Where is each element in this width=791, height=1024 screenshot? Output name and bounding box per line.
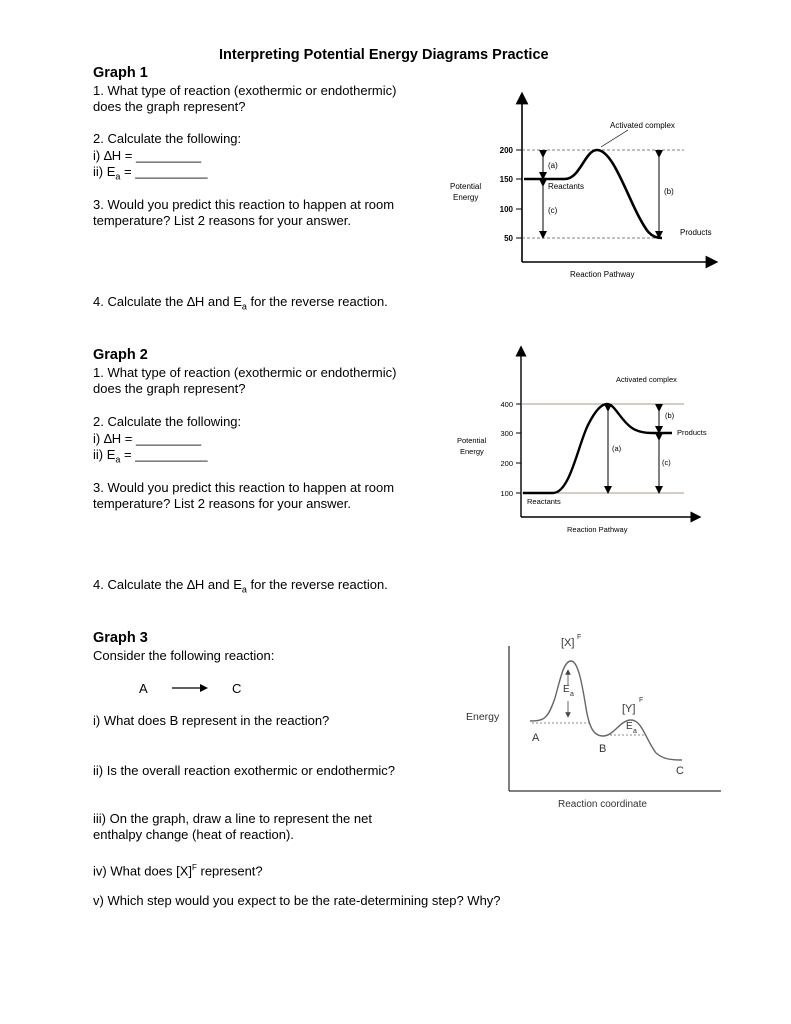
graph3-x-peak-label: [X] bbox=[561, 637, 575, 649]
graph3-qiv bbox=[93, 860, 263, 879]
q4-suffix: for the reverse reaction. bbox=[246, 294, 388, 309]
ea-blank: = __________ bbox=[120, 164, 208, 179]
graph2-tick-label-300: 300 bbox=[500, 429, 513, 438]
graph1-heading: Graph 1 bbox=[93, 65, 148, 81]
graph1-products-label: Products bbox=[680, 228, 712, 237]
graph1-tick-label-100: 100 bbox=[499, 205, 513, 214]
graph3-point-a: A bbox=[532, 732, 540, 744]
graph3-product-c: C bbox=[232, 681, 242, 696]
graph1-q4 bbox=[93, 294, 388, 315]
graph3-qiii-line1: iii) On the graph, draw a line to represent the net bbox=[93, 811, 372, 826]
graph2-label-a: (a) bbox=[612, 444, 622, 453]
ea-prefix: ii) E bbox=[93, 447, 116, 462]
graph2-q2: 2. Calculate the following: bbox=[93, 414, 242, 429]
graph2-y-label-1: Potential bbox=[457, 436, 487, 445]
graph3-ea2-label: E bbox=[626, 721, 633, 732]
graph2-tick-label-200: 200 bbox=[500, 459, 513, 468]
graph2-q4 bbox=[93, 577, 388, 598]
graph2-products-label: Products bbox=[677, 428, 707, 437]
graph2-energy-curve bbox=[523, 404, 672, 493]
graph2-q3-line2: temperature? List 2 reasons for your answer. bbox=[93, 496, 351, 511]
graph1-q1-line2: does the graph represent? bbox=[93, 99, 246, 114]
q4-subscript: a bbox=[241, 584, 247, 595]
page-title: Interpreting Potential Energy Diagrams Practice bbox=[219, 47, 549, 63]
ea-prefix: ii) E bbox=[93, 164, 116, 179]
graph1-q1-line1: 1. What type of reaction (exothermic or endothermic) bbox=[93, 83, 397, 98]
graph3-heading: Graph 3 bbox=[93, 630, 148, 646]
q4-prefix: 4. Calculate the ∆H and E bbox=[93, 577, 242, 592]
graph3-ea2-subscript: a bbox=[633, 728, 637, 735]
qiv-suffix: represent? bbox=[196, 863, 263, 879]
graph3-ea1-subscript: a bbox=[570, 691, 574, 698]
graph3-qiii-line2: enthalpy change (heat of reaction). bbox=[93, 827, 294, 842]
graph2-y-label-2: Energy bbox=[460, 447, 484, 456]
q4-subscript: a bbox=[241, 301, 247, 312]
graph1-x-label: Reaction Pathway bbox=[570, 270, 635, 279]
graph2-heading: Graph 2 bbox=[93, 347, 148, 363]
graph3-intro: Consider the following reaction: bbox=[93, 648, 275, 663]
graph2-q2-dh: i) ∆H = _________ bbox=[93, 431, 202, 446]
graph2-q2-ea bbox=[93, 447, 208, 468]
graph3-y-peak-superscript: F bbox=[639, 697, 644, 704]
graph1-reactants-label: Reactants bbox=[548, 182, 585, 191]
ea-subscript: a bbox=[115, 171, 121, 182]
graph2-diagram bbox=[440, 345, 730, 545]
graph3-qv: v) Which step would you expect to be the rate-determining step? Why? bbox=[93, 893, 501, 908]
graph1-label-a: (a) bbox=[548, 161, 558, 170]
graph1-q3-line2: temperature? List 2 reasons for your answer. bbox=[93, 213, 351, 228]
graph3-y-label: Energy bbox=[466, 711, 500, 723]
reaction-arrow-icon bbox=[172, 683, 210, 693]
ea-blank: = __________ bbox=[120, 447, 208, 462]
graph1-label-c: (c) bbox=[548, 206, 558, 215]
graph3-y-peak-label: [Y] bbox=[622, 703, 636, 715]
graph1-activated-complex-label: Activated complex bbox=[610, 121, 675, 130]
graph1-q2-ea bbox=[93, 164, 208, 185]
qiv-prefix: iv) What does [X] bbox=[93, 863, 192, 879]
graph2-label-c: (c) bbox=[662, 458, 671, 467]
graph1-tick-label-50: 50 bbox=[504, 234, 513, 243]
graph1-activated-complex-pointer bbox=[601, 130, 628, 147]
graph3-qi: i) What does B represent in the reaction? bbox=[93, 713, 330, 728]
graph3-x-peak-superscript: F bbox=[577, 634, 582, 641]
graph3-point-c: C bbox=[676, 765, 684, 777]
graph1-tick-label-150: 150 bbox=[499, 175, 513, 184]
graph1-q2: 2. Calculate the following: bbox=[93, 131, 242, 146]
graph2-q1-line1: 1. What type of reaction (exothermic or endothermic) bbox=[93, 365, 397, 380]
graph3-x-label: Reaction coordinate bbox=[558, 799, 647, 810]
graph3-diagram bbox=[460, 628, 730, 818]
graph2-q3-line1: 3. Would you predict this reaction to happen at room bbox=[93, 480, 395, 495]
graph2-tick-label-400: 400 bbox=[500, 400, 513, 409]
q4-prefix: 4. Calculate the ∆H and E bbox=[93, 294, 242, 309]
graph1-label-b: (b) bbox=[664, 187, 674, 196]
graph1-y-label-1: Potential bbox=[450, 182, 482, 191]
graph1-y-label-2: Energy bbox=[453, 193, 479, 202]
graph1-q3-line1: 3. Would you predict this reaction to happen at room bbox=[93, 197, 395, 212]
graph2-reactants-label: Reactants bbox=[527, 497, 561, 506]
graph2-q1-line2: does the graph represent? bbox=[93, 381, 246, 396]
graph2-label-b: (b) bbox=[665, 411, 675, 420]
graph1-q2-dh: i) ∆H = _________ bbox=[93, 148, 202, 163]
graph2-activated-complex-label: Activated complex bbox=[616, 375, 677, 384]
qiv-superscript: F bbox=[191, 863, 197, 872]
graph3-ea1-label: E bbox=[563, 684, 570, 695]
graph1-tick-label-200: 200 bbox=[499, 146, 513, 155]
graph2-x-label: Reaction Pathway bbox=[567, 525, 628, 534]
graph2-tick-label-100: 100 bbox=[500, 489, 513, 498]
q4-suffix: for the reverse reaction. bbox=[246, 577, 388, 592]
graph3-reactant-a: A bbox=[139, 681, 148, 696]
ea-subscript: a bbox=[115, 454, 121, 465]
graph3-point-b: B bbox=[599, 743, 607, 755]
graph1-diagram bbox=[440, 90, 730, 290]
graph3-qii: ii) Is the overall reaction exothermic or endothermic? bbox=[93, 763, 396, 778]
graph1-energy-curve bbox=[524, 150, 662, 238]
